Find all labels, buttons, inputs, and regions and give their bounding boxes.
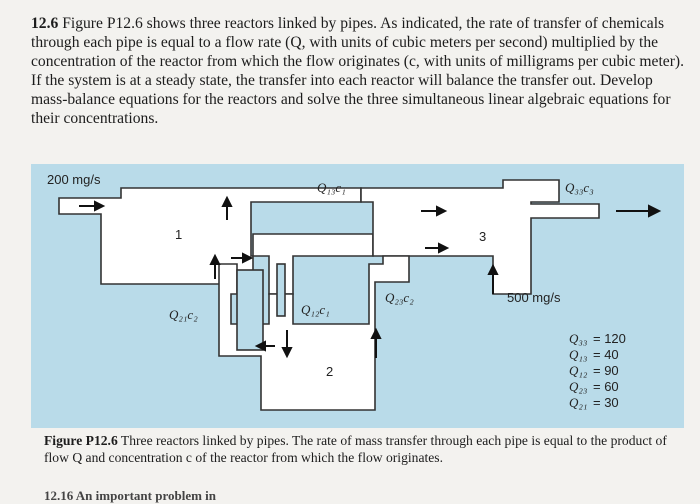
arrow-head bbox=[649, 206, 659, 216]
legend-label: Q₁₃ bbox=[569, 347, 588, 362]
flow-legend bbox=[569, 331, 626, 410]
reactor-1-label: 1 bbox=[175, 227, 183, 242]
problem-number: 12.6 bbox=[31, 15, 59, 32]
inflow-3-label: 500 mg/s bbox=[507, 290, 561, 305]
problem-statement bbox=[31, 14, 686, 128]
legend-value: = 60 bbox=[593, 379, 619, 394]
pipe-label-q13c1: Q₁₃c₁ bbox=[317, 180, 346, 195]
caption-label: Figure P12.6 bbox=[44, 433, 118, 448]
pipe-label-q21c2: Q₂₁c₂ bbox=[169, 307, 198, 322]
caption-text: Three reactors linked by pipes. The rate of mass transfer through each pipe is equal to the product of flow Q and concentration c of the reactor from which the flow originates. bbox=[44, 433, 667, 465]
reactor-diagram bbox=[31, 164, 684, 428]
legend-value: = 90 bbox=[593, 363, 619, 378]
reactor-figure bbox=[31, 164, 684, 428]
legend-label: Q₁₂ bbox=[569, 363, 588, 378]
legend-label: Q₂₃ bbox=[569, 379, 588, 394]
reactor-2-label: 2 bbox=[326, 364, 334, 379]
legend-value: = 120 bbox=[593, 331, 626, 346]
pipe-gap bbox=[237, 270, 263, 350]
figure-caption bbox=[44, 432, 684, 466]
pipe-label-q12c1: Q₁₂c₁ bbox=[301, 302, 330, 317]
legend-label: Q₂₁ bbox=[569, 395, 588, 410]
legend-label: Q₃₃ bbox=[569, 331, 588, 346]
inflow-1-label: 200 mg/s bbox=[47, 172, 101, 187]
pipe-label-q23c2: Q₂₃c₂ bbox=[385, 290, 414, 305]
problem-text: Figure P12.6 shows three reactors linked by pipes. As indicated, the rate of transfer of chemicals through each pipe is equal to a flow rate (Q, with units of cubic meters per second) multiplied by the concentration of the reactor from which the flow originates (c, with units of milligrams per cubic meter). If the system is at a steady state, the transfer into each reactor will balance the transfer out. Develop mass-balance equations for the reactors and solve the three simultaneous linear algebraic equations for their concentrations. bbox=[31, 15, 684, 127]
next-problem-fragment: 12.16 An important problem in bbox=[44, 488, 217, 503]
pipe-label-q33c3: Q₃₃c₃ bbox=[565, 180, 594, 195]
reactor-3-label: 3 bbox=[479, 229, 487, 244]
legend-value: = 40 bbox=[593, 347, 619, 362]
legend-value: = 30 bbox=[593, 395, 619, 410]
pipe-gap bbox=[277, 264, 285, 316]
